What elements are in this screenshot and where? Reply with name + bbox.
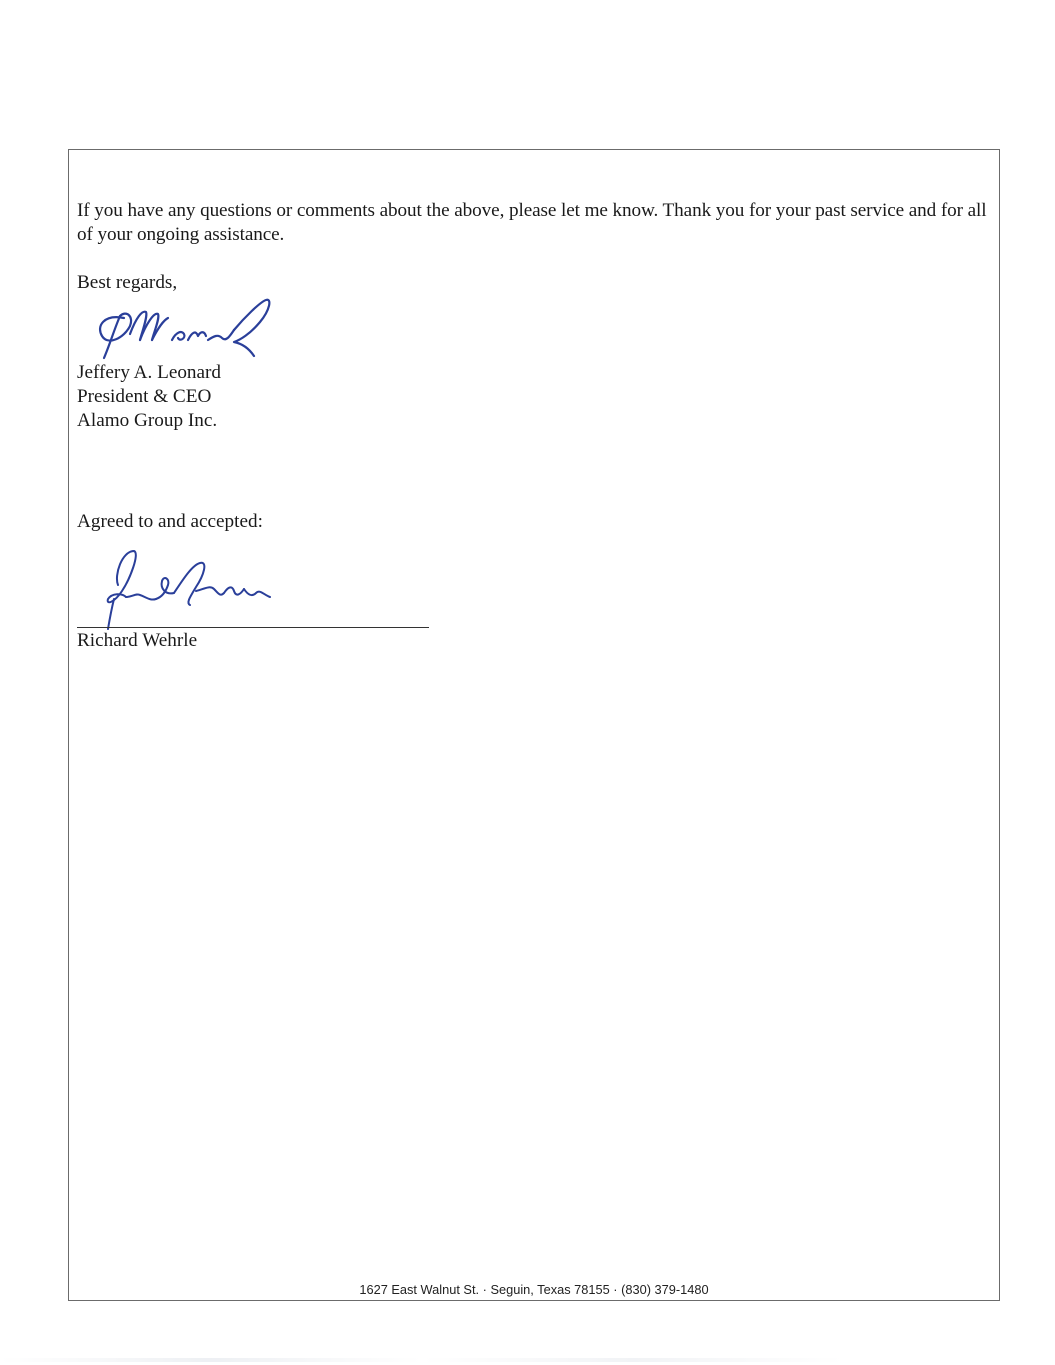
signature-line <box>77 627 429 628</box>
signer-title: President & CEO <box>77 386 212 407</box>
wehrle-signature-image <box>100 545 280 630</box>
footer-address: 1627 East Walnut St. · Seguin, Texas 78155 · (830) 379-1480 <box>359 1282 709 1297</box>
signer-company: Alamo Group Inc. <box>77 410 218 431</box>
signer-block <box>77 361 221 433</box>
closing-paragraph: If you have any questions or comments about the above, please let me know. Thank you for your past service and for all of your ongoing assistance. <box>77 200 987 245</box>
signer-name: Jeffery A. Leonard <box>77 362 222 383</box>
acceptance-label: Agreed to and accepted: <box>77 511 263 532</box>
leonard-signature-image <box>94 296 284 368</box>
scan-artifact <box>0 1358 1055 1362</box>
accepter-name: Richard Wehrle <box>77 630 198 651</box>
closing-salutation: Best regards, <box>77 272 178 293</box>
